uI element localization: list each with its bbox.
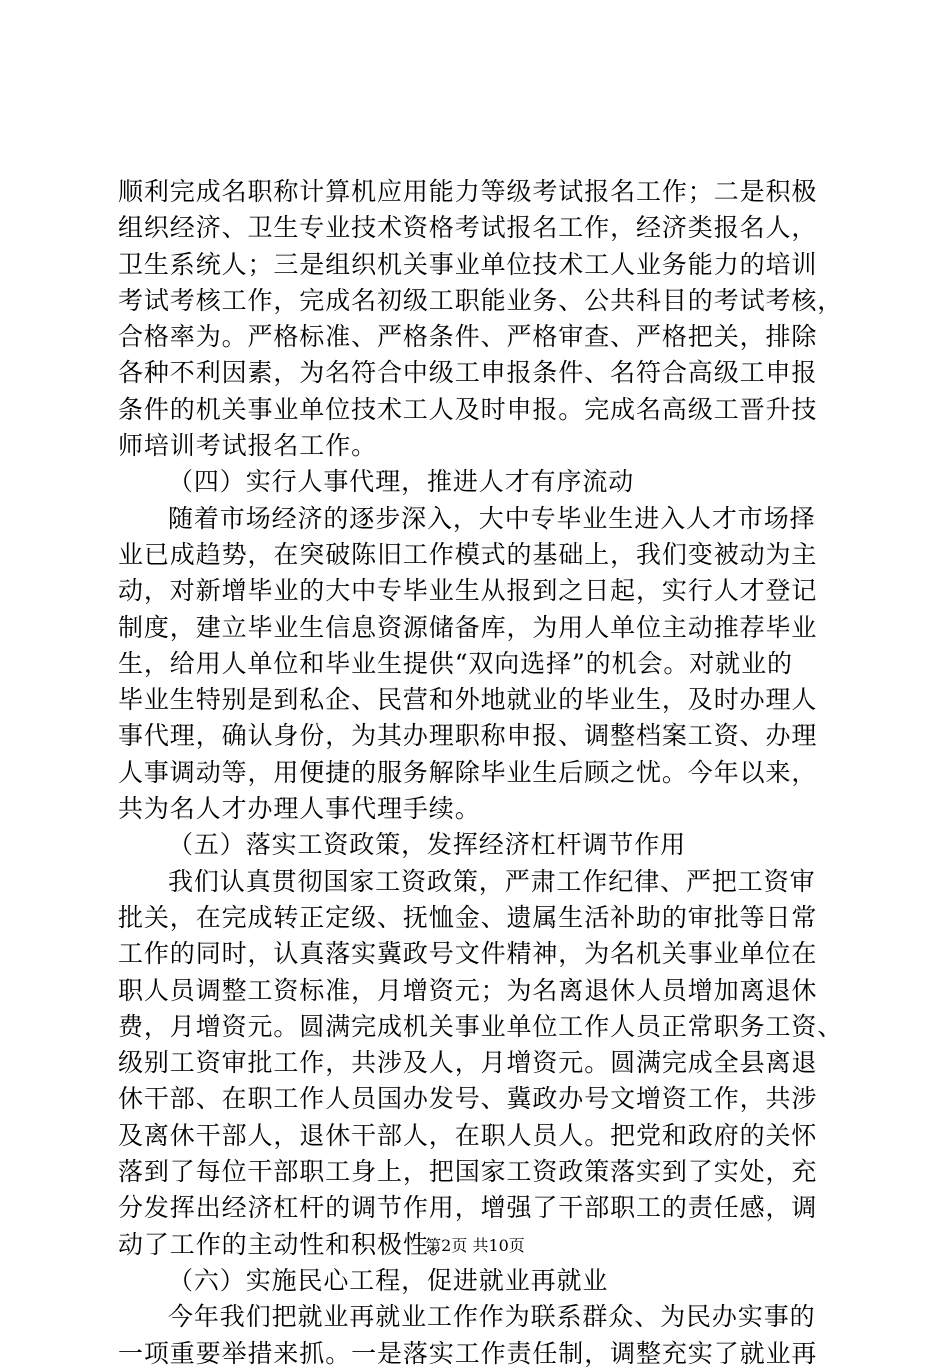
text-line: 考试考核工作，完成名初级工职能业务、公共科目的考试考核，: [118, 285, 844, 315]
text-line: 落到了每位干部职工身上，把国家工资政策落实到了实处，充: [118, 1157, 818, 1187]
body-paragraph: [118, 1299, 836, 1372]
text-line: 共为名人才办理人事代理手续。: [118, 794, 481, 824]
heading-line: （四）实行人事代理，推进人才有序流动: [168, 467, 635, 497]
text-line: 条件的机关事业单位技术工人及时申报。完成名高级工晋升技: [118, 394, 818, 424]
page-footer: 第2页 共10页: [425, 1236, 525, 1255]
text-line: 批关，在完成转正定级、抚恤金、遗属生活补助的审批等日常: [118, 902, 818, 932]
text-line: 组织经济、卫生专业技术资格考试报名工作，经济类报名人，: [118, 213, 818, 243]
text-line: 业已成趋势，在突破陈旧工作模式的基础上，我们变被动为主: [118, 539, 818, 569]
body-paragraph: [118, 174, 844, 464]
text-line: 今年我们把就业再就业工作作为联系群众、为民办实事的: [168, 1302, 816, 1332]
text-line: 人事调动等，用便捷的服务解除毕业生后顾之忧。今年以来，: [118, 757, 818, 787]
text-line: 动，对新增毕业的大中专毕业生从报到之日起，实行人才登记: [118, 576, 818, 606]
text-line: 顺利完成名职称计算机应用能力等级考试报名工作；二是积极: [118, 177, 818, 206]
text-line: 事代理，确认身份，为其办理职称申报、调整档案工资、办理: [118, 721, 818, 751]
body-paragraph: [118, 864, 844, 1263]
section-heading: [118, 827, 836, 863]
text-line: 毕业生特别是到私企、民营和外地就业的毕业生，及时办理人: [118, 685, 818, 715]
body-paragraph: [118, 501, 836, 828]
text-line: 分发挥出经济杠杆的调节作用，增强了干部职工的责任感，调: [118, 1193, 818, 1223]
text-line: 工作的同时，认真落实冀政号文件精神，为名机关事业单位在: [118, 939, 818, 969]
text-line: 我们认真贯彻国家工资政策，严肃工作纪律、严把工资审: [168, 866, 816, 896]
section-heading: [118, 1263, 836, 1299]
text-line: 各种不利因素，为名符合中级工申报条件、名符合高级工申报: [118, 358, 818, 388]
text-line: 师培训考试报名工作。: [118, 431, 378, 461]
text-line: 随着市场经济的逐步深入，大中专毕业生进入人才市场择: [168, 503, 816, 533]
text-line: 动了工作的主动性和积极性。: [118, 1229, 455, 1259]
text-line: 级别工资审批工作，共涉及人，月增资元。圆满完成全县离退: [118, 1048, 818, 1078]
section-heading: [118, 464, 836, 500]
text-line: 费，月增资元。圆满完成机关事业单位工作人员正常职务工资、: [118, 1011, 844, 1041]
text-line: 休干部、在职工作人员国办发号、冀政办号文增资工作，共涉: [118, 1084, 818, 1114]
text-line: 职人员调整工资标准，月增资元；为名离退休人员增加离退休: [118, 975, 818, 1005]
text-line: 制度，建立毕业生信息资源储备库，为用人单位主动推荐毕业: [118, 612, 818, 642]
heading-line: （六）实施民心工程，促进就业再就业: [168, 1265, 609, 1295]
document-body: [118, 174, 844, 1372]
text-line: 合格率为。严格标准、严格条件、严格审查、严格把关，排除: [118, 322, 818, 352]
text-line: 卫生系统人；三是组织机关事业单位技术工人业务能力的培训: [118, 249, 818, 279]
heading-line: （五）落实工资政策，发挥经济杠杆调节作用: [168, 830, 687, 860]
text-line: 生，给用人单位和毕业生提供“双向选择”的机会。对就业的: [118, 648, 793, 678]
text-line: 一项重要举措来抓。一是落实工作责任制，调整充实了就业再: [118, 1338, 818, 1368]
text-line: 及离休干部人，退休干部人，在职人员人。把党和政府的关怀: [118, 1120, 818, 1150]
